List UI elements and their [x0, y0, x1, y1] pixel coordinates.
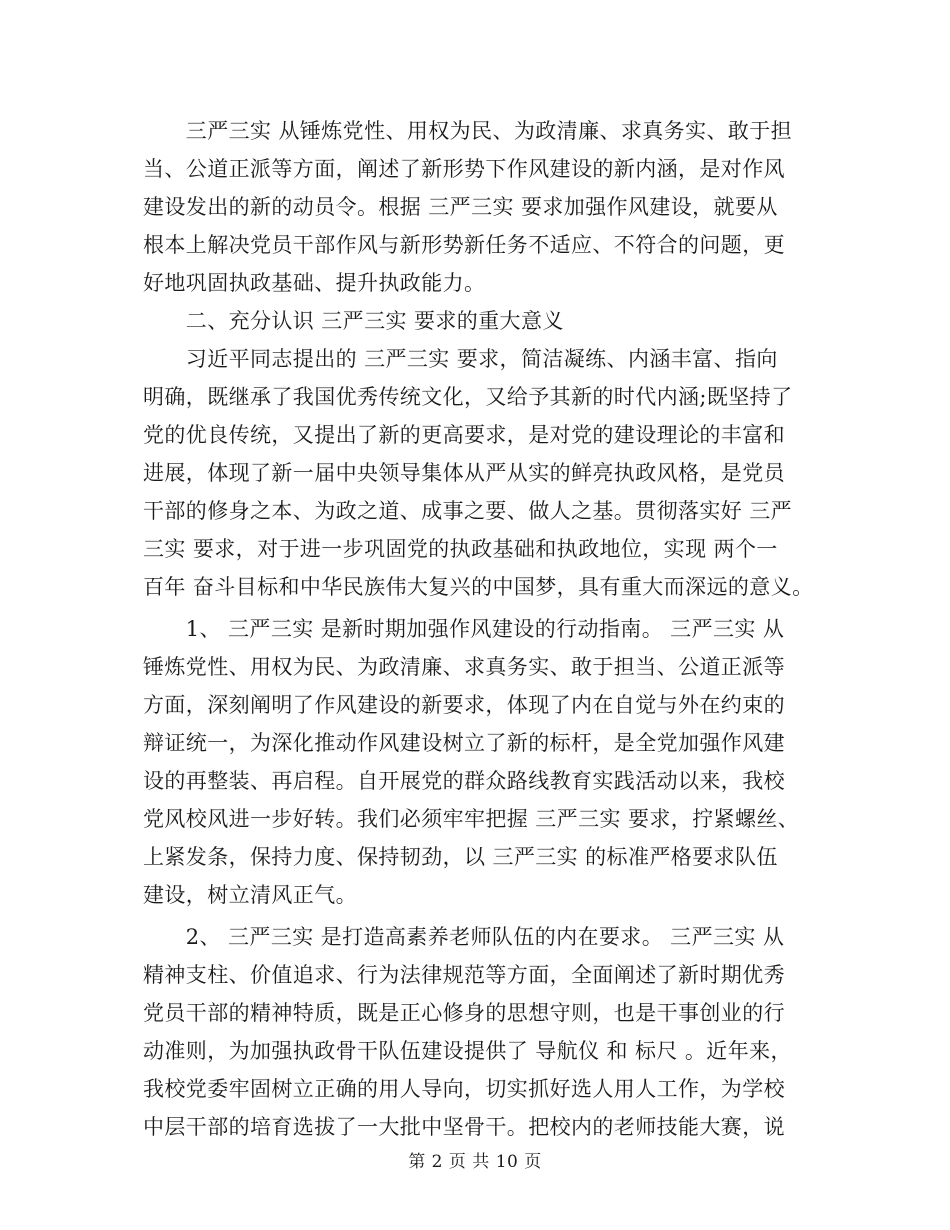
text-line: 党员干部的精神特质，既是正心修身的思想守则，也是干事创业的行	[143, 1001, 785, 1025]
text-line: 三严三实 从锤炼党性、用权为民、为政清廉、求真务实、敢于担	[143, 119, 793, 143]
text-line: 动准则，为加强执政骨干队伍建设提供了 导航仪 和 标尺 。近年来，	[143, 1039, 792, 1063]
text-line: 三实 要求，对于进一步巩固党的执政基础和执政地位，实现 两个一	[143, 537, 778, 561]
text-line: 上紧发条，保持力度、保持韧劲，以 三严三实 的标准严格要求队伍	[143, 845, 778, 869]
text-line: 百年 奋斗目标和中华民族伟大复兴的中国梦，具有重大而深远的意义。	[143, 575, 814, 599]
text-line: 好地巩固执政基础、提升执政能力。	[143, 271, 486, 295]
text-line: 建设发出的新的动员令。根据 三严三实 要求加强作风建设，就要从	[143, 195, 778, 219]
text-line: 建设，树立清风正气。	[143, 883, 357, 907]
text-line: 根本上解决党员干部作风与新形势新任务不适应、不符合的问题，更	[143, 233, 785, 257]
text-line: 干部的修身之本、为政之道、成事之要、做人之基。贯彻落实好 三严	[143, 499, 793, 523]
text-line: 锤炼党性、用权为民、为政清廉、求真务实、敢于担当、公道正派等	[143, 655, 785, 679]
text-line: 明确，既继承了我国优秀传统文化，又给予其新的时代内涵;既坚持了	[143, 385, 793, 409]
text-line: 2、 三严三实 是打造高素养老师队伍的内在要求。 三严三实 从	[143, 925, 785, 949]
page-number-footer: 第 2 页 共 10 页	[408, 1152, 542, 1172]
text-line: 1、 三严三实 是新时期加强作风建设的行动指南。 三严三实 从	[143, 617, 785, 641]
section-heading: 二、充分认识 三严三实 要求的重大意义	[143, 309, 564, 333]
text-line: 党风校风进一步好转。我们必须牢牢把握 三严三实 要求，拧紧螺丝、	[143, 807, 800, 831]
text-line: 设的再整装、再启程。自开展党的群众路线教育实践活动以来，我校	[143, 769, 785, 793]
text-line: 习近平同志提出的 三严三实 要求，简洁凝练、内涵丰富、指向	[143, 347, 778, 371]
text-line: 进展，体现了新一届中央领导集体从严从实的鲜亮执政风格，是党员	[143, 461, 785, 485]
text-line: 辩证统一，为深化推动作风建设树立了新的标杆，是全党加强作风建	[143, 731, 785, 755]
text-line: 当、公道正派等方面，阐述了新形势下作风建设的新内涵，是对作风	[143, 157, 785, 181]
text-line: 我校党委牢固树立正确的用人导向，切实抓好选人用人工作，为学校	[143, 1077, 785, 1101]
text-line: 党的优良传统，又提出了新的更高要求，是对党的建设理论的丰富和	[143, 423, 785, 447]
document-body	[143, 112, 814, 1146]
text-line: 方面，深刻阐明了作风建设的新要求，体现了内在自觉与外在约束的	[143, 693, 785, 717]
text-line: 精神支柱、价值追求、行为法律规范等方面，全面阐述了新时期优秀	[143, 963, 785, 987]
text-line: 中层干部的培育选拔了一大批中坚骨干。把校内的老师技能大赛，说	[143, 1115, 785, 1139]
